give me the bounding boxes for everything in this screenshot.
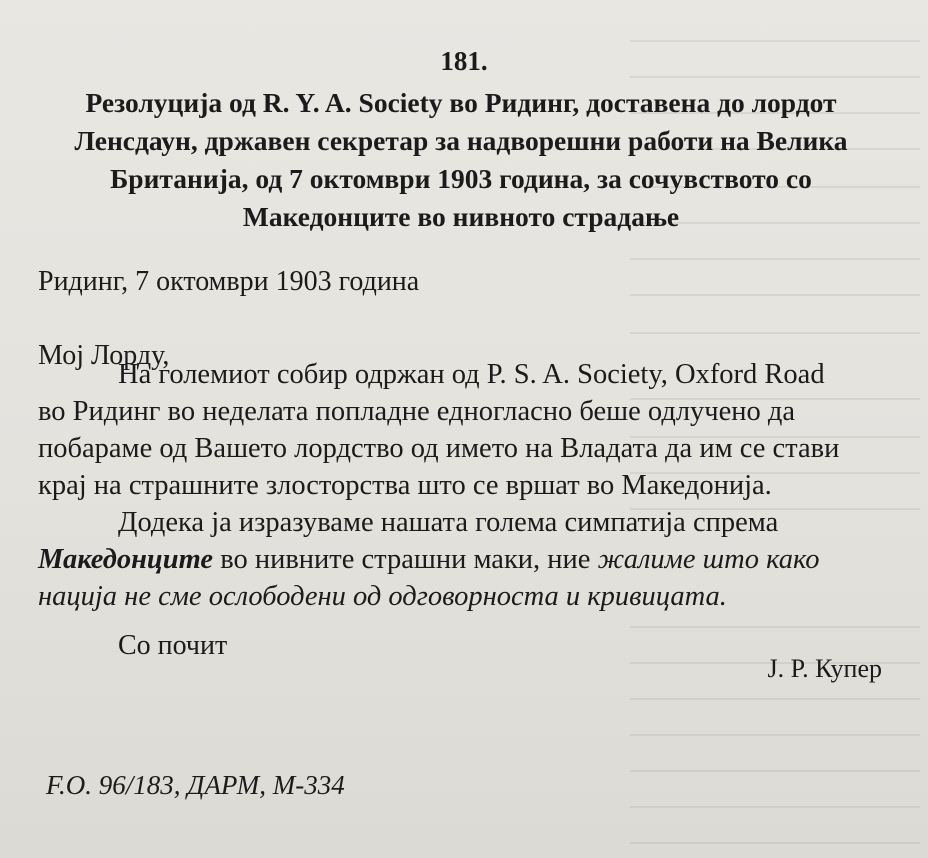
body-line: крај на страшните злосторства што се вршат во Македонија. [38, 470, 772, 501]
italic-text: жалиме што како [597, 544, 820, 575]
emphasis-macedonians: Македонците [38, 544, 214, 575]
letter-body [38, 356, 888, 615]
document-number: 181. [440, 46, 488, 76]
body-line: На големиот собир одржан од P. S. A. Society, Oxford Road [118, 359, 825, 390]
title-line: Ленсдаун, државен секретар за надворешни работи на Велика [74, 125, 848, 156]
signature: J. P. Купер [767, 654, 882, 683]
source-reference: F.O. 96/183, ДАРМ, М-334 [46, 770, 345, 800]
body-line: во Ридинг во неделата попладне едногласно беше одлучено да [38, 396, 796, 427]
title-line: Резолуција од R. Y. A. Society во Ридинг, доставена до лордот [85, 87, 837, 118]
closing: Со почит [118, 630, 228, 661]
body-text: во нивните страшни маки, ние [213, 544, 598, 575]
title-line: Македонците во нивното страдање [242, 201, 680, 232]
document-title [40, 84, 882, 236]
body-line: нација не сме ослободени од одговорноста и кривицата. [38, 581, 727, 612]
place-date: Ридинг, 7 октомври 1903 година [38, 266, 420, 297]
salutation: Мој Лорду, [38, 340, 170, 371]
body-line: Додека ја изразуваме нашата голема симпатија спрема [118, 507, 779, 538]
title-line: Британија, од 7 октомври 1903 година, за сочувството со [110, 163, 812, 194]
body-line [38, 541, 888, 578]
body-line: побараме од Вашето лордство од името на Владата да им се стави [38, 433, 840, 464]
